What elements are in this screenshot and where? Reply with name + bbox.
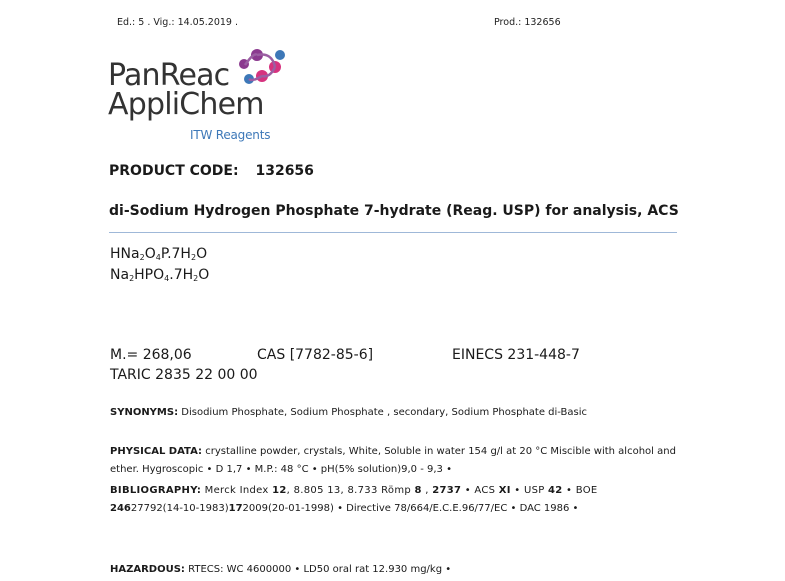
formula-1: $HNa_2O_4P.7H_2O$	[110, 246, 208, 262]
bibliography-line2: 24627792(14-10-1983)172009(20-01-1998) • Directive 78/664/E.C.E.96/77/EC • DAC 1986 •	[110, 503, 579, 514]
bibliography-label: BIBLIOGRAPHY:	[110, 485, 202, 496]
physical-data-label: PHYSICAL DATA:	[110, 446, 203, 457]
logo-dot	[275, 50, 285, 60]
product-code-label: PRODUCT CODE:	[109, 163, 239, 179]
cas-number: CAS [7782-85-6]	[257, 347, 374, 363]
taric-code: TARIC 2835 22 00 00	[110, 367, 258, 383]
hazardous	[110, 561, 451, 579]
hazardous-text: RTECS: WC 4600000 • LD50 oral rat 12.930 mg/kg •	[188, 564, 452, 575]
prod-number: Prod.: 132656	[494, 17, 561, 28]
hazardous-label: HAZARDOUS:	[110, 564, 185, 575]
formula-2: $Na_2HPO_4.7H_2O$	[110, 267, 210, 283]
synonyms-text: Disodium Phosphate, Sodium Phosphate , secondary, Sodium Phosphate di-Basic	[181, 407, 588, 418]
physical-data-line2: ether. Hygroscopic • D 1,7 • M.P.: 48 °C • pH(5% solution)9,0 - 9,3 •	[110, 464, 452, 475]
einecs-number: EINECS 231-448-7	[452, 347, 580, 363]
logo-line-panreac: PanReac	[108, 58, 230, 93]
divider	[109, 232, 677, 233]
edition-info: Ed.: 5 . Vig.: 14.05.2019 .	[117, 17, 239, 28]
product-code	[109, 163, 314, 179]
product-code-value: 132656	[255, 163, 314, 179]
logo-line-applichem: AppliChem	[108, 87, 264, 122]
product-name: di-Sodium Hydrogen Phosphate 7-hydrate (Reag. USP) for analysis, ACS	[109, 203, 679, 219]
physical-data-line1: crystalline powder, crystals, White, Soluble in water 154 g/l at 20 °C Miscible with alcohol and	[205, 446, 676, 457]
molecule-icon	[232, 46, 292, 90]
synonyms	[110, 404, 587, 422]
logo-tagline: ITW Reagents	[190, 128, 271, 142]
bibliography: BIBLIOGRAPHY: Merck Index 12, 8.805 13, 8.733 Römp 8 , 2737 • ACS XI • USP 42 • BOE	[110, 485, 598, 496]
physical-data	[110, 443, 676, 461]
synonyms-label: SYNONYMS:	[110, 407, 179, 418]
molar-mass: M.= 268,06	[110, 347, 192, 363]
